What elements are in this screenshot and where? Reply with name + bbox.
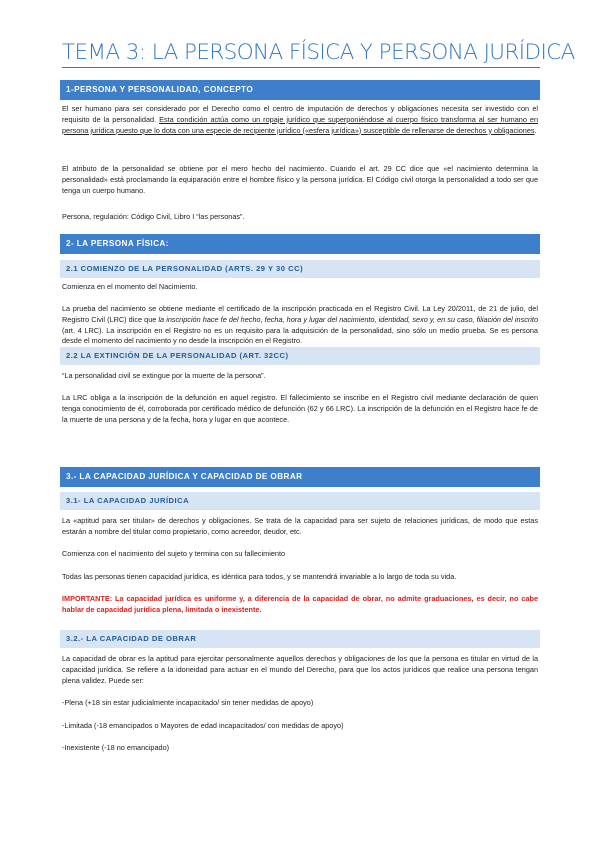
text: La prueba del nacimiento se obtiene mediante el certificado de la inscripción practicada en el Registro Civil. La Ley 20/2011, de 21 de julio, del Registro Civil (LRC) dice que (62, 304, 538, 324)
subsection-3-1-heading: 3.1- LA CAPACIDAD JURÍDICA (60, 492, 540, 510)
italic-text: la inscripción hace fe del hecho, fecha, hora y lugar del nacimiento, identidad, sexo y, en su caso, filiación del inscrito (158, 314, 539, 324)
text: . (534, 125, 537, 135)
section-2-paragraph-4: La LRC obliga a la inscripción de la defunción en aquel registro. El fallecimiento se inscribe en el Registro civil mediante declaración de quien tenga conocimiento de él, corroborada por certificado médico de defunción (62 y 66 LRC). La inscripción de la defunción en el Registro hace fe de la muerte de una persona y de la fecha, hora y lugar en que acontece. (62, 393, 538, 424)
section-3-paragraph-3: Todas las personas tienen capacidad jurídica, es idéntica para todos, y se mantendrá invariable a lo largo de toda su vida. (62, 572, 457, 581)
page-title: TEMA 3: LA PERSONA FÍSICA Y PERSONA JURÍDICA (62, 40, 575, 65)
title-divider (62, 67, 540, 68)
section-2-heading: 2- LA PERSONA FÍSICA: (60, 234, 540, 254)
section-1-paragraph-1 (62, 104, 538, 136)
text: (art. 4 LRC). La inscripción en el Registro no es un requisito para la adquisición de la personalidad, sino sólo un medio prueba. Se es persona desde el momento del nacimiento y no desde la inscripción en el Registro. (62, 325, 538, 346)
section-1-heading: 1-PERSONA Y PERSONALIDAD, CONCEPTO (60, 80, 540, 100)
section-2-paragraph-2 (62, 304, 538, 347)
text: El ser humano para ser considerado por el Derecho como el centro de imputación de derechos y obligaciones necesita ser investido con el requisito de la personalidad. (62, 104, 538, 124)
list-item: -Limitada (-18 emancipados o Mayores de edad incapacitados/ con medidas de apoyo) (62, 721, 344, 730)
list-item: -Plena (+18 sin estar judicialmente incapacitado/ sin tener medidas de apoyo) (62, 698, 314, 707)
section-1-paragraph-2: El atributo de la personalidad se obtiene por el mero hecho del nacimiento. Cuando el art. 29 CC dice que «el nacimiento determina la personalidad» está proclamando la equiparación entre el hombre físico y la persona jurídica. El Código civil otorga la personalidad a todo ser que tenga un cuerpo humano. (62, 164, 538, 195)
section-3-paragraph-1: La «aptitud para ser titular» de derechos y obligaciones. Se trata de la capacidad para ser sujeto de relaciones jurídicas, de modo que estas estarán a nombre del titular como propietario, como acreedor, deudor, etc. (62, 516, 538, 536)
section-1-paragraph-3: Persona, regulación: Código Civil, Libro I “las personas”. (62, 212, 245, 221)
section-3-paragraph-2: Comienza con el nacimiento del sujeto y termina con su fallecimiento (62, 549, 286, 558)
section-2-paragraph-1: Comienza en el momento del Nacimiento. (62, 282, 198, 291)
subsection-2-1-heading: 2.1 COMIENZO DE LA PERSONALIDAD (ARTS. 29 Y 30 CC) (60, 260, 540, 278)
important-note: IMPORTANTE: La capacidad jurídica es uniforme y, a diferencia de la capacidad de obrar, no admite graduaciones, es decir, no cabe hablar de capacidad jurídica plena, limitada o inexistente. (62, 594, 538, 614)
subsection-2-2-heading: 2.2 LA EXTINCIÓN DE LA PERSONALIDAD (ART. 32CC) (60, 347, 540, 365)
underlined-text: Esta condición actúa como un ropaje jurídico que superponiéndose al cuerpo físico transforma al ser humano en persona jurídica puesto que lo dota con una especie de recipiente jurídico («esfera jurídica») susceptible de rellenarse de derechos y obligaciones (62, 114, 538, 135)
section-2-paragraph-3: “La personalidad civil se extingue por la muerte de la persona”. (62, 371, 266, 380)
section-3-paragraph-5: La capacidad de obrar es la aptitud para ejercitar personalmente aquellos derechos y obligaciones de los que la persona es titular en virtud de la capacidad jurídica. Se refiere a la idoneidad para actuar en el mundo del Derecho, para que los actos jurídicos que realice una persona tengan plena validez. Puede ser: (62, 654, 538, 685)
list-item: -Inexistente (-18 no emancipado) (62, 743, 170, 752)
section-3-heading: 3.- LA CAPACIDAD JURÍDICA Y CAPACIDAD DE OBRAR (60, 467, 540, 487)
subsection-3-2-heading: 3.2.- LA CAPACIDAD DE OBRAR (60, 630, 540, 648)
